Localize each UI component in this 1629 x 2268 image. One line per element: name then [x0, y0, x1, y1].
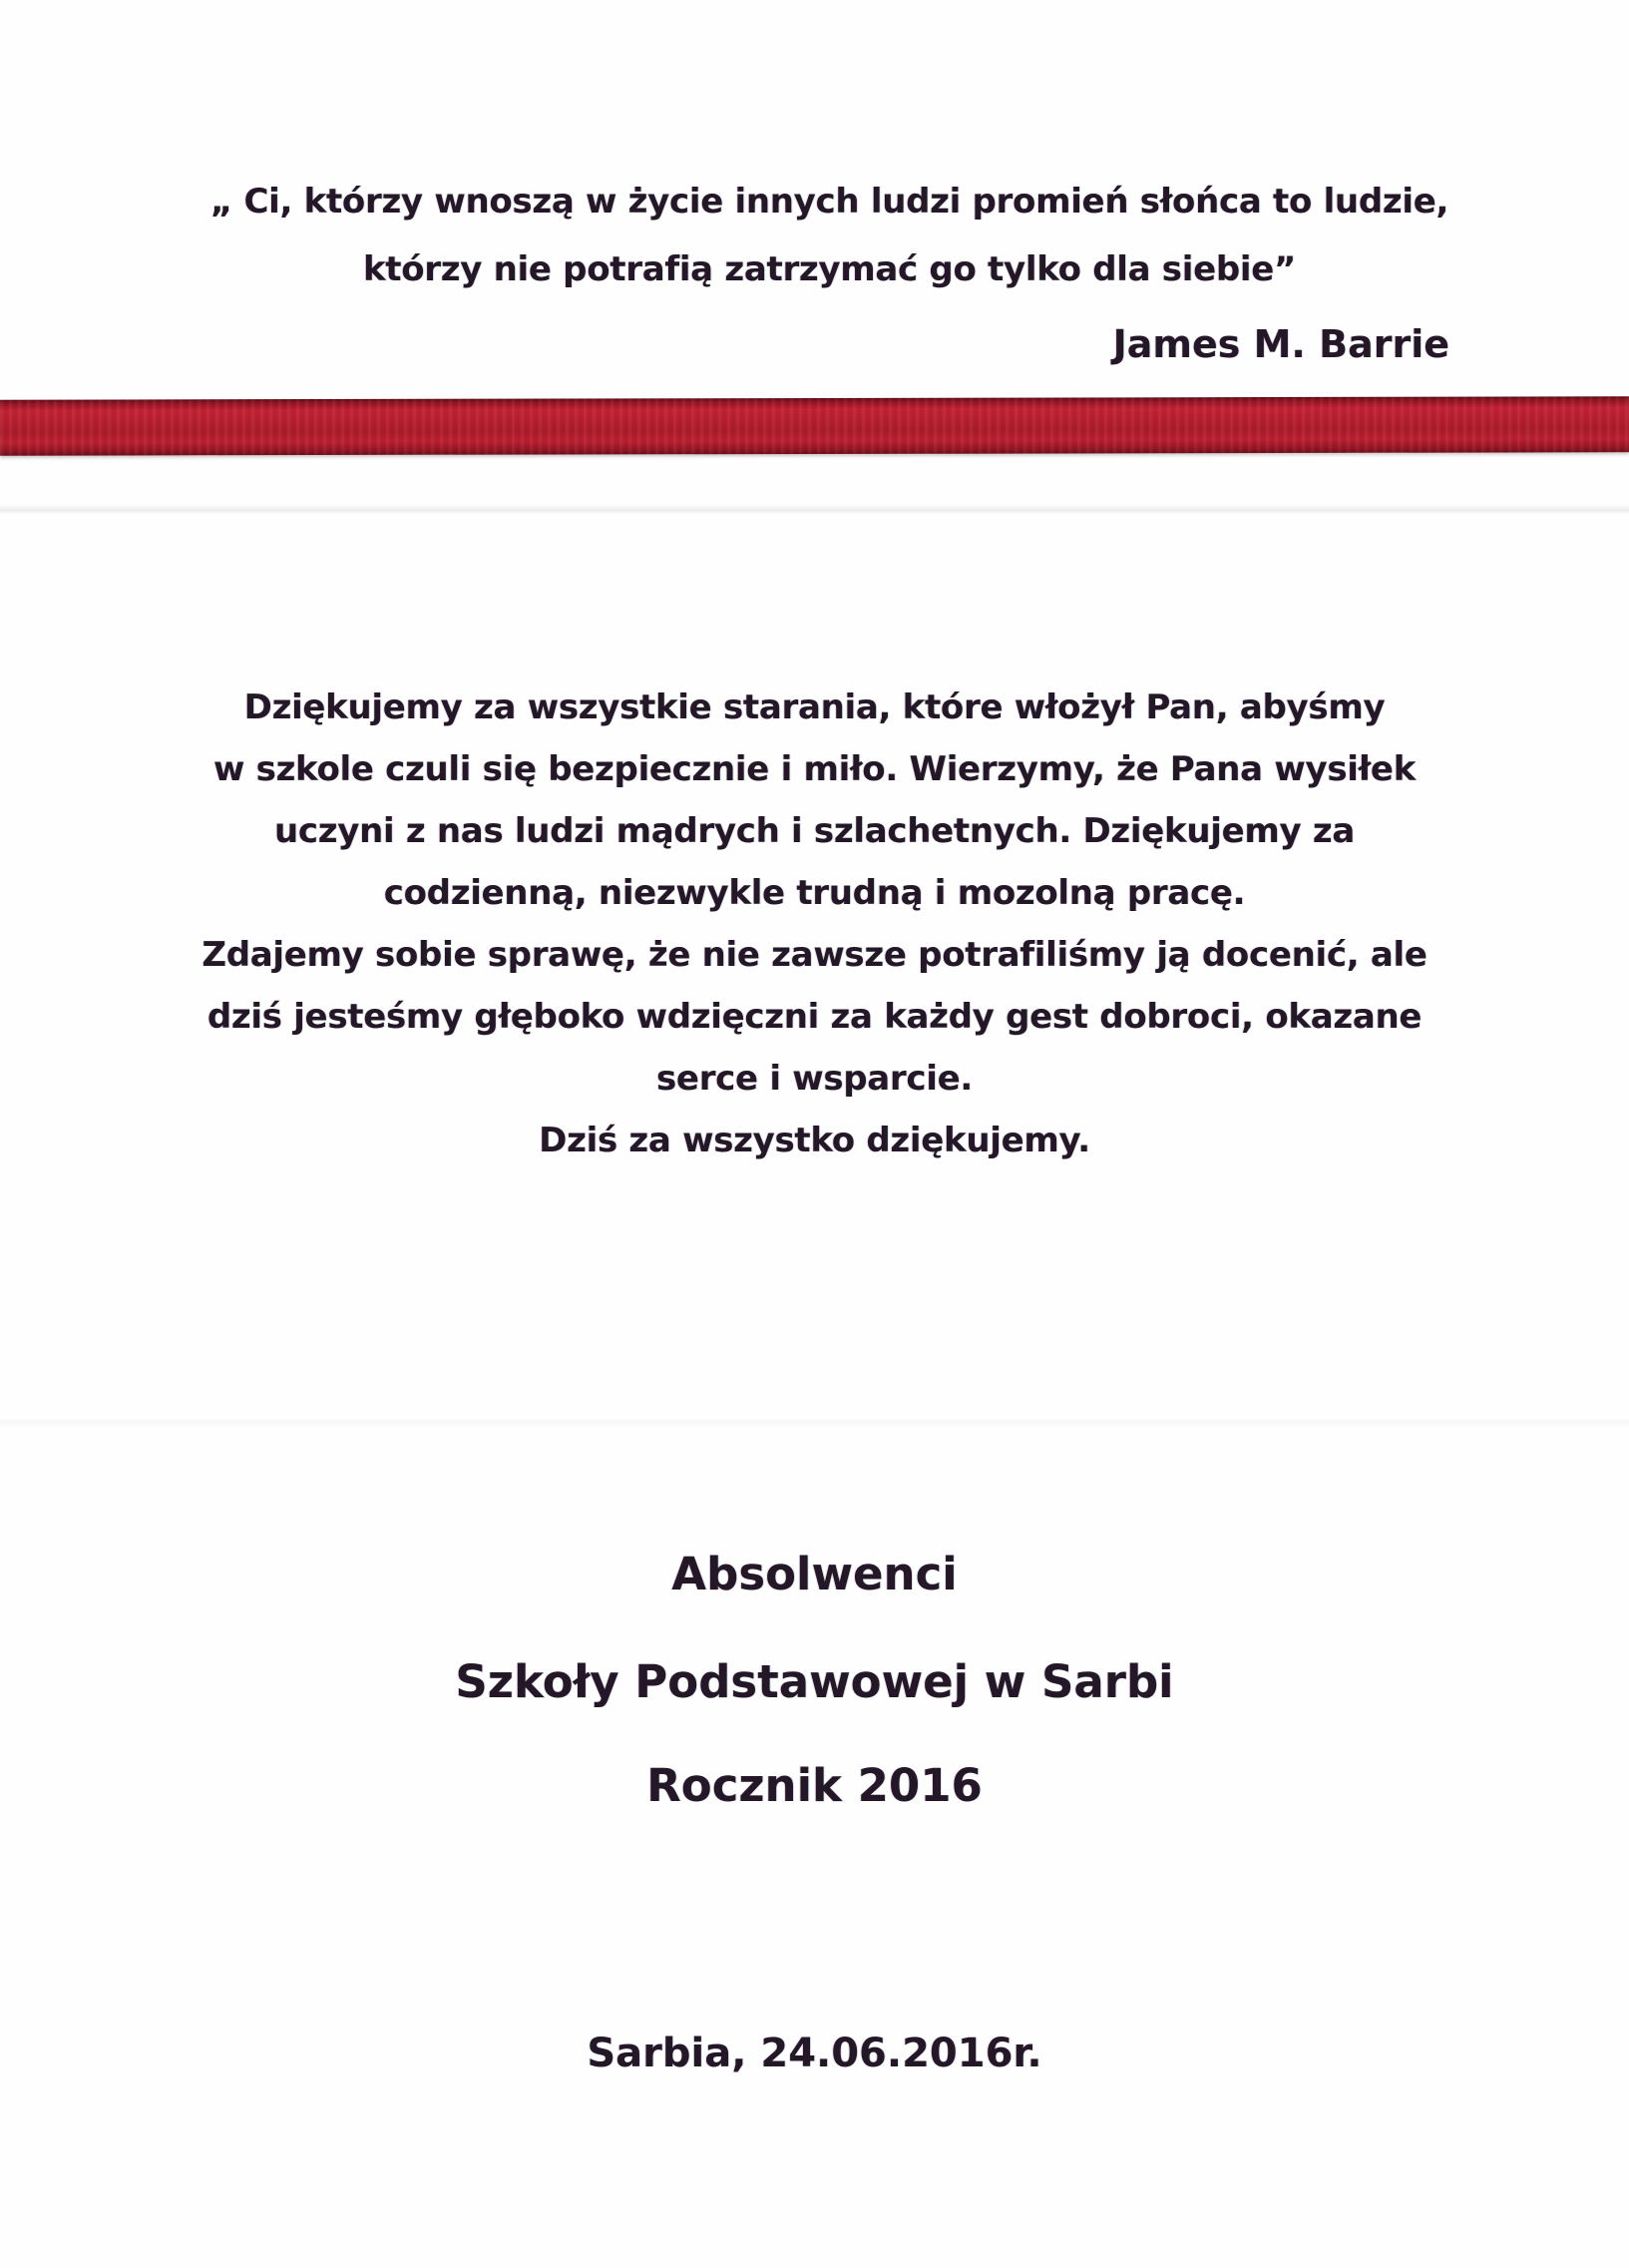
- thank-you-paragraph: [0, 677, 1629, 1171]
- body-line: uczyni z nas ludzi mądrych i szlachetnych. Dziękujemy za: [273, 811, 1356, 851]
- body-line: Dziękujemy za wszystkie starania, które włożył Pan, abyśmy: [243, 687, 1386, 727]
- body-line: dziś jesteśmy głęboko wdzięczni za każdy gest dobroci, okazane: [206, 997, 1423, 1037]
- signature-line-year: Rocznik 2016: [646, 1759, 983, 1812]
- paper-crease-middle: [0, 1417, 1629, 1427]
- paper-crease-top: [0, 505, 1629, 515]
- signature-line-absolwenci: Absolwenci: [671, 1548, 958, 1600]
- body-line: Zdajemy sobie sprawę, że nie zawsze potrafiliśmy ją docenić, ale: [202, 935, 1427, 975]
- red-ribbon-stripe: [0, 396, 1629, 455]
- body-line: serce i wsparcie.: [656, 1059, 973, 1099]
- body-line: w szkole czuli się bezpiecznie i miło. Wierzymy, że Pana wysiłek: [212, 749, 1417, 789]
- quote-block: [0, 168, 1629, 303]
- body-line: Dziś za wszystko dziękujemy.: [539, 1121, 1090, 1160]
- signature-line-school: Szkoły Podstawowej w Sarbi: [455, 1655, 1174, 1708]
- quote-line-1: „ Ci, którzy wnoszą w życie innych ludzi promień słońca to ludzie,: [209, 182, 1449, 222]
- quote-line-2: którzy nie potrafią zatrzymać go tylko dla siebie”: [362, 249, 1297, 289]
- place-and-date-line: Sarbia, 24.06.2016r.: [587, 2031, 1042, 2076]
- body-line: codzienną, niezwykle trudną i mozolną pracę.: [383, 873, 1246, 913]
- quote-attribution: James M. Barrie: [1112, 322, 1449, 366]
